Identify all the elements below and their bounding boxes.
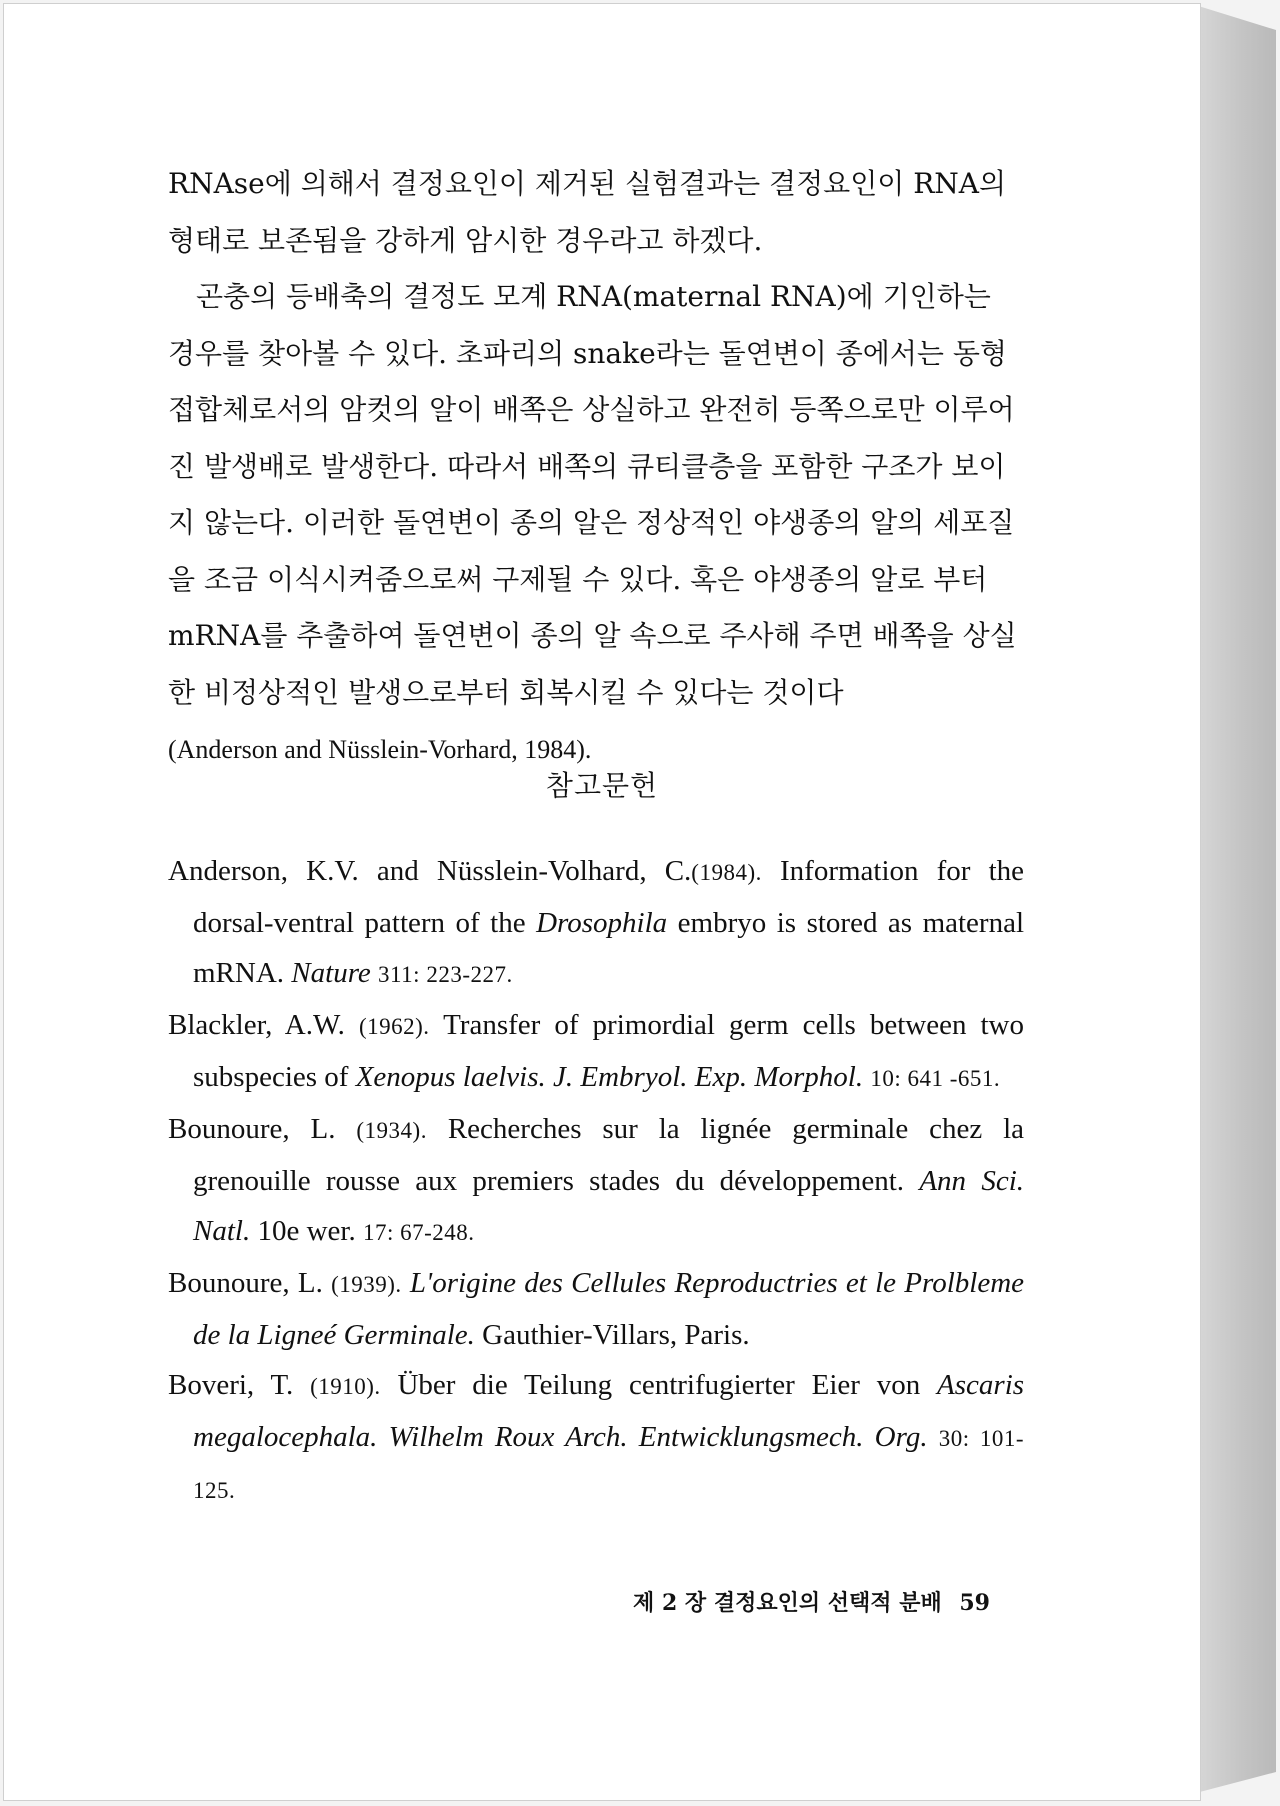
paragraph-2-citation: (Anderson and Nüsslein-Vorhard, 1984). — [168, 735, 592, 764]
page-footer — [4, 1586, 990, 1617]
chapter-label: 제 2 장 — [633, 1590, 707, 1616]
body-text — [168, 156, 1026, 779]
paragraph-1: RNAse에 의해서 결정요인이 제거된 실험결과는 결정요인이 RNA의 형태로 보존됨을 강하게 암시한 경우라고 하겠다. — [168, 167, 1007, 257]
reference-item: Bounoure, L. (1939). L'origine des Cellules Reproductries et le Prolbleme de la Ligneé Germinale. Gauthier-Villars, Paris. — [168, 1267, 1025, 1351]
reference-item: Blackler, A.W. (1962). Transfer of primordial germ cells between two subspecies of Xenopus laelvis. J. Embryol. Exp. Morphol. 10: 641 -651. — [168, 1009, 1024, 1093]
reference-item: Bounoure, L. (1934). Recherches sur la lignée germinale chez la grenouille rousse aux premiers stades du développement. Ann Sci. Natl. 10e wer. 17: 67-248. — [168, 1113, 1025, 1247]
document-page — [4, 4, 1200, 1800]
reference-list — [168, 846, 1024, 1516]
book-page-edge — [1192, 4, 1276, 1794]
page-number: 59 — [959, 1590, 990, 1616]
chapter-title: 결정요인의 선택적 분배 — [713, 1590, 942, 1616]
reference-item: Anderson, K.V. and Nüsslein-Volhard, C.(1984). Information for the dorsal-ventral pattern of the Drosophila embryo is stored as maternal mRNA. Nature 311: 223-227. — [168, 855, 1025, 989]
paragraph-2 — [168, 269, 1026, 779]
paragraph-2-text: 곤충의 등배축의 결정도 모계 RNA(maternal RNA)에 기인하는 경우를 찾아볼 수 있다. 초파리의 snake라는 돌연변이 종에서는 동형접합체로서의 암컷의 알이 배쪽은 상실하고 완전히 등쪽으로만 이루어진 발생배로 발생한다. 따라서 배쪽의 큐티클층을 포함한 구조가 보이지 않는다. 이러한 돌연변이 종의 알은 정상적인 야생종의 알의 세포질을 조금 이식시켜줌으로써 구제될 수 있다. 혹은 야생종의 알로 부터 mRNA를 추출하여 돌연변이 종의 알 속으로 주사해 주면 배쪽을 상실한 비정상적인 발생으로부터 회복시킬 수 있다는 것이다 — [168, 280, 1017, 709]
references-heading: 참고문헌 — [545, 769, 659, 802]
reference-item: Boveri, T. (1910). Über die Teilung centrifugierter Eier von Ascaris megalocephala. Wilhelm Roux Arch. Entwicklungsmech. Org. 30: 101-125. — [168, 1369, 1025, 1503]
